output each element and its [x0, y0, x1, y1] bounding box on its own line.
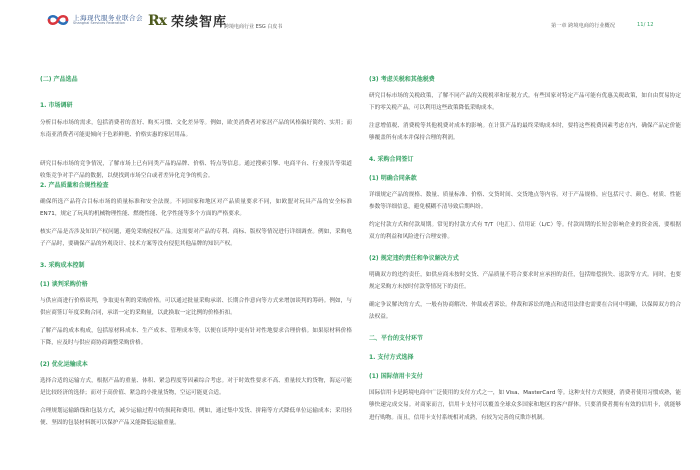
section-heading: 2. 产品质量和合规性检查	[40, 182, 109, 189]
section-heading: (3) 考虑关税和其他税费	[369, 76, 435, 83]
page-header	[0, 0, 700, 40]
paragraph: 合理规划运输路线和包装方式，减少运输过程中的损耗和费用。例如，通过集中发货、拼箱等方式降低单位运输成本；采用轻便、坚固的包装材料既可以保护产品又能降低运输重量。	[40, 408, 352, 427]
section-heading: 1. 支付方式选择	[369, 354, 414, 361]
paragraph: 国际信用卡是跨境电商中广泛使用的支付方式之一，如 Visa、MasterCard 等。这种支付方式便捷，消费者使用习惯成熟，能够快速完成交易。对商家而言，信用卡支付可以覆盖全球众多国家和地区的客户群体。只要消费者拥有有效的信用卡，就能够进行购物。而且，信用卡支付系统相对成熟，有较为完善的反欺诈机制。	[369, 390, 681, 421]
paragraph: 分析目标市场的需求，包括消费者的喜好、购买习惯、文化差异等。例如，欧美消费者对家居产品的风格偏好简约、实用；而东南亚消费者可能更倾向于色彩鲜艳、价格实惠的家居用品。	[40, 120, 352, 139]
section-heading: (二) 产品选品	[40, 76, 78, 83]
section-heading: 二、平台的支付环节	[369, 335, 424, 342]
page-number: 11/ 12	[637, 22, 654, 28]
think-tank-name: 荣续智库	[170, 15, 227, 30]
rx-logo-icon: Rx	[148, 12, 166, 29]
paragraph: 了解产品的成本构成，包括原材料成本、生产成本、管理成本等，以便在谈判中更有针对性地要求合理价格。如果原材料价格下降，应及时与供应商协商调整采购价格。	[40, 328, 352, 347]
paragraph: 研究目标市场的关税政策，了解不同产品的关税税率和征税方式。有些国家对特定产品可能有优惠关税政策，如自由贸易协定下的零关税产品，可以利用这些政策降低采购成本。	[369, 93, 681, 112]
chapter-title: 第一章 跨境电商的行业概况	[551, 23, 615, 29]
federation-logo-icon	[47, 13, 69, 27]
paragraph: 明确双方的违约责任，如供应商未按时交货、产品质量不符合要求时应承担的责任，包括赔偿损失、退款等方式。同时，也要规定采购方未按时付款等情况下的责任。	[369, 272, 681, 291]
section-heading: 3. 采购成本控制	[40, 262, 85, 269]
section-heading: 4. 采购合同签订	[369, 156, 414, 163]
section-heading: 1. 市场调研	[40, 102, 73, 109]
section-heading: (2) 规定违约责任和争议解决方式	[369, 255, 459, 262]
think-tank-logo	[148, 11, 227, 30]
paragraph: 注意增值税、消费税等其他税费对成本的影响。在计算产品的最终采购成本时，要将这些税费因素考虑在内，确保产品定价能够覆盖所有成本并保持合理的利润。	[369, 123, 681, 142]
federation-name-cn: 上海现代服务业联合会	[73, 13, 143, 22]
section-heading: (1) 国际信用卡支付	[369, 373, 423, 380]
paragraph: 确保所选产品符合目标市场的质量标准和安全法规。不同国家和地区对产品质量要求不同，如欧盟对玩具产品的安全标准 EN71，规定了玩具的机械物理性能、燃烧性能、化学性能等多个方面的严格要求。	[40, 199, 352, 218]
paragraph: 核实产品是否涉及知识产权问题，避免采购侵权产品。这需要对产品的专利、商标、版权等情况进行详细调查。例如，采购电子产品时，要确保产品的外观设计、技术方案等没有侵犯其他品牌的知识产权。	[40, 229, 352, 248]
paragraph: 约定付款方式和付款周期。常见的付款方式有 T/T（电汇）、信用证（L/C）等。付款周期的长短会影响企业的资金流，要根据双方的利益和风险进行合理安排。	[369, 222, 681, 241]
section-heading: (1) 谈判采购价格	[40, 281, 88, 288]
document-title: 跨境电商行业 ESG 白皮书	[224, 24, 283, 30]
paragraph: 研究目标市场的竞争情况，了解市场上已有同类产品的品牌、价格、特点等信息。通过搜索引擎、电商平台、行业报告等渠道收集竞争对手产品的数据，以便找到市场空白或者差异化竞争的机会。	[40, 161, 352, 180]
paragraph: 详细规定产品的规格、数量、质量标准、价格、交货时间、交货地点等内容。对于产品规格，应包括尺寸、颜色、材质、性能参数等详细信息，避免模糊不清导致后期纠纷。	[369, 192, 681, 211]
federation-logo	[47, 13, 143, 27]
paragraph: 确定争议解决的方式，一般有协商解决、仲裁或者诉讼。仲裁和诉讼的地点和适用法律也需要在合同中明确，以保障双方的合法权益。	[369, 302, 681, 321]
section-heading: (2) 优化运输成本	[40, 361, 88, 368]
paragraph: 与供应商进行价格谈判，争取更有利的采购价格。可以通过批量采购承诺、长期合作意向等方式来增加谈判的筹码。例如，与供应商签订年度采购合同，承诺一定的采购量，以此换取一定比例的价格折扣。	[40, 298, 352, 317]
paragraph: 选择合适的运输方式，根据产品的重量、体积、紧急程度等因素综合考虑。对于时效性要求不高、重量较大的货物，海运可能是比较经济的选择；而对于高价值、紧急的小批量货物，空运可能更合适。	[40, 378, 352, 397]
section-heading: (1) 明确合同条款	[369, 175, 417, 182]
federation-name-en: Shanghai Services Federation	[73, 21, 125, 25]
